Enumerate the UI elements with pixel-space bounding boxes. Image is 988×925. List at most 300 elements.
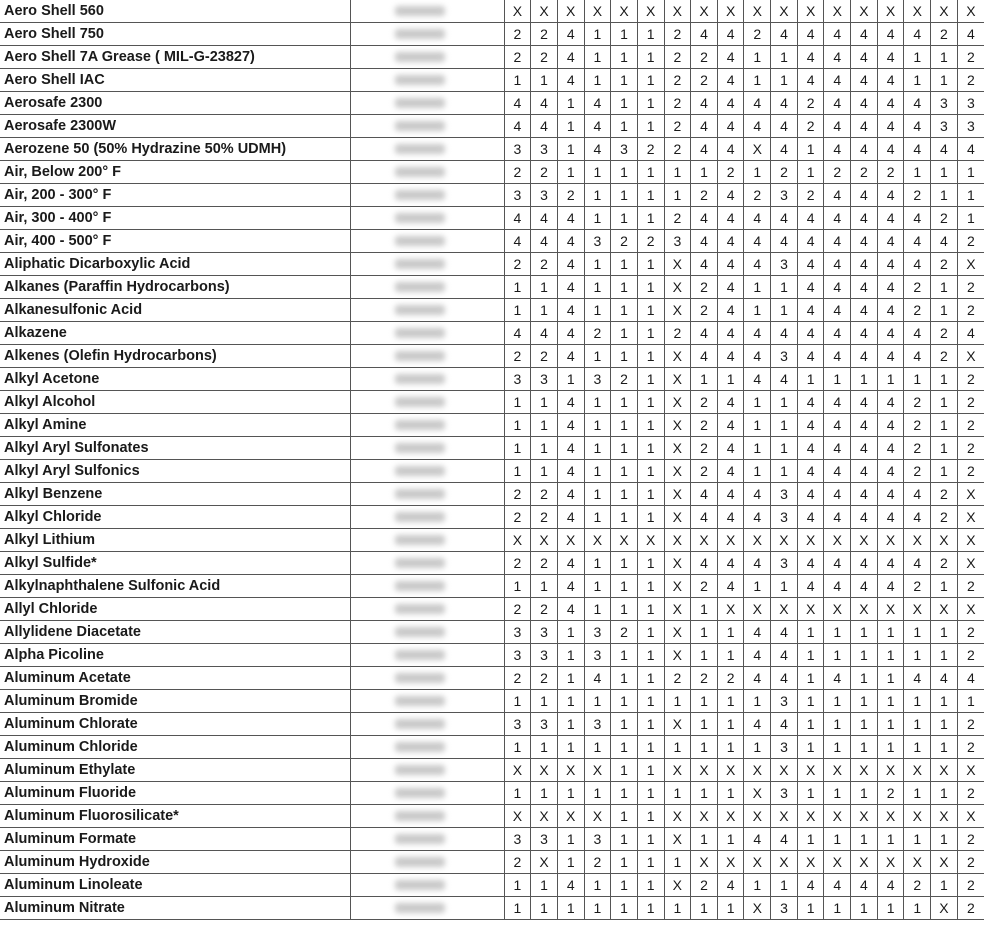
rating-cell: X (797, 0, 824, 23)
rating-cell: 4 (877, 184, 904, 207)
rating-cell: 4 (877, 322, 904, 345)
rating-cell: X (637, 0, 664, 23)
rating-cell: 2 (691, 69, 718, 92)
rating-cell: 4 (931, 230, 958, 253)
rating-cell: X (957, 483, 984, 506)
redacted-code-blur (395, 328, 445, 338)
rating-cell: 3 (771, 782, 798, 805)
rating-cell: 4 (877, 276, 904, 299)
rating-cell: 4 (691, 207, 718, 230)
rating-cell: 1 (531, 575, 558, 598)
rating-cell: 2 (957, 391, 984, 414)
rating-cell: 1 (771, 46, 798, 69)
rating-cell: 4 (797, 437, 824, 460)
chemical-name: Alkyl Acetone (0, 368, 350, 391)
rating-cell: 1 (611, 828, 638, 851)
rating-cell: 4 (851, 460, 878, 483)
rating-cell: X (797, 851, 824, 874)
rating-cell: 2 (664, 23, 691, 46)
rating-cell: 4 (851, 322, 878, 345)
rating-cell: 1 (611, 690, 638, 713)
rating-cell: 1 (744, 161, 771, 184)
rating-cell: 4 (877, 230, 904, 253)
rating-cell: 1 (904, 69, 931, 92)
rating-cell: 2 (957, 437, 984, 460)
redacted-code-blur (395, 420, 445, 430)
rating-cell: 1 (931, 713, 958, 736)
rating-cell: 4 (877, 483, 904, 506)
rating-cell: 4 (717, 345, 744, 368)
rating-cell: 1 (691, 713, 718, 736)
rating-cell: 1 (904, 46, 931, 69)
rating-cell: 4 (557, 414, 584, 437)
rating-cell: 1 (691, 736, 718, 759)
rating-cell: 1 (611, 483, 638, 506)
redacted-code-cell (350, 552, 504, 575)
rating-cell: 2 (744, 184, 771, 207)
rating-cell: 4 (744, 253, 771, 276)
rating-cell: 2 (637, 230, 664, 253)
rating-cell: X (797, 805, 824, 828)
redacted-code-cell (350, 414, 504, 437)
rating-cell: 1 (824, 621, 851, 644)
rating-cell: 1 (637, 92, 664, 115)
rating-cell: X (531, 805, 558, 828)
rating-cell: X (664, 414, 691, 437)
rating-cell: 4 (717, 299, 744, 322)
rating-cell: 1 (637, 161, 664, 184)
rating-cell: 4 (717, 253, 744, 276)
rating-cell: 4 (797, 230, 824, 253)
rating-cell: 1 (691, 828, 718, 851)
rating-cell: 1 (824, 736, 851, 759)
chemical-name: Alkanes (Paraffin Hydrocarbons) (0, 276, 350, 299)
rating-cell: 3 (504, 368, 531, 391)
rating-cell: 4 (824, 437, 851, 460)
redacted-code-blur (395, 489, 445, 499)
rating-cell: 4 (877, 138, 904, 161)
rating-cell: 1 (717, 736, 744, 759)
rating-cell: 4 (797, 299, 824, 322)
rating-cell: 1 (824, 897, 851, 920)
rating-cell: 4 (744, 644, 771, 667)
rating-cell: X (744, 138, 771, 161)
chemical-name: Aluminum Bromide (0, 690, 350, 713)
rating-cell: X (744, 598, 771, 621)
rating-cell: 4 (931, 667, 958, 690)
rating-cell: 1 (797, 138, 824, 161)
rating-cell: X (664, 391, 691, 414)
chemical-name: Aero Shell IAC (0, 69, 350, 92)
rating-cell: 2 (957, 897, 984, 920)
rating-cell: X (851, 529, 878, 552)
rating-cell: 1 (771, 276, 798, 299)
rating-cell: 4 (717, 92, 744, 115)
rating-cell: 4 (851, 506, 878, 529)
rating-cell: 1 (824, 713, 851, 736)
rating-cell: 1 (931, 161, 958, 184)
rating-cell: 1 (904, 782, 931, 805)
rating-cell: X (611, 529, 638, 552)
redacted-code-cell (350, 529, 504, 552)
rating-cell: 1 (691, 368, 718, 391)
rating-cell: X (931, 805, 958, 828)
rating-cell: 4 (744, 713, 771, 736)
rating-cell: X (557, 0, 584, 23)
rating-cell: 1 (637, 437, 664, 460)
redacted-code-cell (350, 736, 504, 759)
rating-cell: 2 (931, 345, 958, 368)
rating-cell: X (557, 529, 584, 552)
rating-cell: 1 (637, 391, 664, 414)
rating-cell: 1 (744, 391, 771, 414)
rating-cell: 4 (797, 46, 824, 69)
rating-cell: 1 (931, 690, 958, 713)
rating-cell: 4 (904, 230, 931, 253)
rating-cell: 4 (771, 230, 798, 253)
rating-cell: 1 (877, 667, 904, 690)
table-row (0, 621, 984, 644)
rating-cell: 1 (584, 690, 611, 713)
table-row (0, 138, 984, 161)
rating-cell: 4 (824, 391, 851, 414)
rating-cell: 3 (611, 138, 638, 161)
redacted-code-blur (395, 604, 445, 614)
rating-cell: 4 (691, 506, 718, 529)
rating-cell: X (717, 805, 744, 828)
table-row (0, 69, 984, 92)
redacted-code-cell (350, 851, 504, 874)
rating-cell: 2 (931, 506, 958, 529)
rating-cell: 4 (851, 575, 878, 598)
rating-cell: 4 (584, 667, 611, 690)
rating-cell: 2 (664, 322, 691, 345)
redacted-code-cell (350, 713, 504, 736)
rating-cell: 4 (717, 874, 744, 897)
redacted-code-blur (395, 535, 445, 545)
redacted-code-cell (350, 598, 504, 621)
rating-cell: 1 (637, 276, 664, 299)
rating-cell: 1 (637, 782, 664, 805)
rating-cell: 4 (904, 322, 931, 345)
rating-cell: 1 (557, 782, 584, 805)
rating-cell: 3 (584, 230, 611, 253)
rating-cell: X (691, 0, 718, 23)
rating-cell: X (824, 805, 851, 828)
rating-cell: 2 (957, 46, 984, 69)
rating-cell: 1 (531, 874, 558, 897)
rating-cell: 4 (717, 230, 744, 253)
redacted-code-blur (395, 696, 445, 706)
table-row (0, 759, 984, 782)
rating-cell: 4 (691, 483, 718, 506)
rating-cell: 4 (744, 828, 771, 851)
redacted-code-cell (350, 506, 504, 529)
redacted-code-blur (395, 121, 445, 131)
table-row (0, 828, 984, 851)
rating-cell: 1 (904, 368, 931, 391)
rating-cell: X (504, 0, 531, 23)
rating-cell: 4 (717, 414, 744, 437)
redacted-code-cell (350, 138, 504, 161)
rating-cell: 4 (824, 460, 851, 483)
rating-cell: X (824, 0, 851, 23)
rating-cell: 4 (717, 138, 744, 161)
redacted-code-cell (350, 115, 504, 138)
rating-cell: 4 (797, 391, 824, 414)
chemical-name: Allyl Chloride (0, 598, 350, 621)
rating-cell: 1 (611, 667, 638, 690)
rating-cell: 4 (851, 874, 878, 897)
rating-cell: 1 (504, 414, 531, 437)
rating-cell: 1 (611, 322, 638, 345)
rating-cell: 1 (824, 782, 851, 805)
rating-cell: 1 (717, 644, 744, 667)
rating-cell: 4 (877, 115, 904, 138)
rating-cell: 4 (557, 46, 584, 69)
rating-cell: 4 (691, 230, 718, 253)
rating-cell: 4 (824, 46, 851, 69)
rating-cell: 4 (851, 414, 878, 437)
rating-cell: 3 (931, 92, 958, 115)
rating-cell: 2 (877, 782, 904, 805)
rating-cell: 4 (557, 230, 584, 253)
rating-cell: X (717, 529, 744, 552)
rating-cell: 1 (531, 782, 558, 805)
rating-cell: 1 (931, 736, 958, 759)
rating-cell: 1 (611, 782, 638, 805)
rating-cell: 1 (611, 161, 638, 184)
rating-cell: 1 (771, 391, 798, 414)
rating-cell: 1 (504, 437, 531, 460)
redacted-code-cell (350, 897, 504, 920)
rating-cell: 2 (664, 115, 691, 138)
rating-cell: X (717, 598, 744, 621)
rating-cell: 1 (931, 46, 958, 69)
rating-cell: X (877, 759, 904, 782)
chemical-name: Air, 200 - 300° F (0, 184, 350, 207)
rating-cell: 2 (504, 345, 531, 368)
redacted-code-cell (350, 782, 504, 805)
rating-cell: 4 (824, 575, 851, 598)
rating-cell: 4 (877, 460, 904, 483)
rating-cell: 4 (824, 230, 851, 253)
chemical-name: Aerosafe 2300 (0, 92, 350, 115)
rating-cell: 2 (664, 207, 691, 230)
rating-cell: 1 (611, 115, 638, 138)
redacted-code-cell (350, 667, 504, 690)
chemical-name: Aluminum Linoleate (0, 874, 350, 897)
rating-cell: 4 (531, 230, 558, 253)
rating-cell: 4 (851, 483, 878, 506)
chemical-name: Alkyl Chloride (0, 506, 350, 529)
rating-cell: 1 (957, 690, 984, 713)
rating-cell: 2 (557, 184, 584, 207)
rating-cell: 1 (771, 414, 798, 437)
rating-cell: 4 (904, 253, 931, 276)
redacted-code-cell (350, 253, 504, 276)
rating-cell: 1 (771, 299, 798, 322)
rating-cell: 1 (531, 690, 558, 713)
rating-cell: 1 (611, 92, 638, 115)
rating-cell: 1 (584, 414, 611, 437)
rating-cell: 1 (664, 161, 691, 184)
rating-cell: 1 (531, 276, 558, 299)
rating-cell: 4 (691, 23, 718, 46)
rating-cell: 4 (717, 460, 744, 483)
rating-cell: X (664, 506, 691, 529)
rating-cell: 4 (824, 506, 851, 529)
rating-cell: 1 (504, 782, 531, 805)
rating-cell: 1 (851, 897, 878, 920)
rating-cell: X (691, 529, 718, 552)
table-row (0, 575, 984, 598)
rating-cell: 2 (504, 552, 531, 575)
rating-cell: 3 (771, 736, 798, 759)
table-row (0, 345, 984, 368)
rating-cell: 4 (824, 552, 851, 575)
rating-cell: 1 (584, 23, 611, 46)
rating-cell: 1 (557, 621, 584, 644)
rating-cell: 3 (584, 713, 611, 736)
rating-cell: 4 (557, 299, 584, 322)
redacted-code-cell (350, 437, 504, 460)
rating-cell: 2 (957, 851, 984, 874)
chemical-name: Aluminum Fluoride (0, 782, 350, 805)
rating-cell: 3 (957, 115, 984, 138)
rating-cell: 1 (931, 276, 958, 299)
rating-cell: 1 (611, 506, 638, 529)
rating-cell: 2 (904, 874, 931, 897)
rating-cell: 1 (824, 690, 851, 713)
rating-cell: X (824, 529, 851, 552)
redacted-code-blur (395, 29, 445, 39)
rating-cell: 4 (877, 92, 904, 115)
rating-cell: 3 (931, 115, 958, 138)
rating-cell: 1 (797, 690, 824, 713)
rating-cell: 1 (717, 828, 744, 851)
rating-cell: 4 (851, 276, 878, 299)
rating-cell: X (957, 345, 984, 368)
rating-cell: X (851, 0, 878, 23)
table-row (0, 437, 984, 460)
rating-cell: 3 (771, 184, 798, 207)
rating-cell: 1 (584, 184, 611, 207)
rating-cell: X (664, 276, 691, 299)
chemical-name: Aluminum Ethylate (0, 759, 350, 782)
rating-cell: 1 (611, 253, 638, 276)
rating-cell: 1 (664, 897, 691, 920)
rating-cell: 1 (957, 184, 984, 207)
rating-cell: 1 (611, 575, 638, 598)
rating-cell: 4 (851, 345, 878, 368)
rating-cell: 2 (904, 184, 931, 207)
table-row (0, 644, 984, 667)
chemical-name: Alkanesulfonic Acid (0, 299, 350, 322)
rating-cell: 4 (824, 23, 851, 46)
redacted-code-blur (395, 512, 445, 522)
rating-cell: 3 (531, 184, 558, 207)
rating-cell: 1 (611, 713, 638, 736)
rating-cell: 4 (877, 345, 904, 368)
rating-cell: 2 (957, 69, 984, 92)
rating-cell: 1 (637, 506, 664, 529)
rating-cell: X (877, 851, 904, 874)
rating-cell: 2 (531, 253, 558, 276)
rating-cell: 4 (771, 644, 798, 667)
rating-cell: X (957, 598, 984, 621)
rating-cell: 4 (957, 322, 984, 345)
redacted-code-cell (350, 46, 504, 69)
chemical-name: Alkyl Aryl Sulfonics (0, 460, 350, 483)
rating-cell: 2 (957, 368, 984, 391)
rating-cell: 4 (851, 92, 878, 115)
table-row (0, 598, 984, 621)
rating-cell: 1 (611, 437, 638, 460)
rating-cell: X (531, 0, 558, 23)
rating-cell: 4 (744, 92, 771, 115)
rating-cell: 4 (531, 322, 558, 345)
redacted-code-blur (395, 788, 445, 798)
rating-cell: 4 (771, 23, 798, 46)
rating-cell: 4 (957, 138, 984, 161)
redacted-code-cell (350, 644, 504, 667)
rating-cell: 1 (504, 391, 531, 414)
rating-cell: 1 (504, 575, 531, 598)
rating-cell: 4 (877, 437, 904, 460)
rating-cell: X (797, 598, 824, 621)
redacted-code-cell (350, 460, 504, 483)
rating-cell: X (771, 0, 798, 23)
rating-cell: 1 (611, 276, 638, 299)
rating-cell: 1 (557, 828, 584, 851)
rating-cell: 1 (637, 207, 664, 230)
rating-cell: X (957, 805, 984, 828)
rating-cell: 1 (691, 621, 718, 644)
rating-cell: 4 (824, 322, 851, 345)
redacted-code-cell (350, 368, 504, 391)
table-row (0, 690, 984, 713)
table-row (0, 115, 984, 138)
table-row (0, 0, 984, 23)
rating-cell: 1 (797, 897, 824, 920)
rating-cell: 1 (637, 667, 664, 690)
rating-cell: 4 (557, 598, 584, 621)
rating-cell: 1 (611, 207, 638, 230)
rating-cell: X (664, 299, 691, 322)
rating-cell: 2 (504, 46, 531, 69)
rating-cell: 3 (531, 828, 558, 851)
rating-cell: X (557, 805, 584, 828)
rating-cell: 1 (531, 460, 558, 483)
rating-cell: 4 (531, 92, 558, 115)
rating-cell: 4 (877, 299, 904, 322)
rating-cell: 1 (637, 322, 664, 345)
rating-cell: 1 (877, 713, 904, 736)
rating-cell: 2 (504, 23, 531, 46)
rating-cell: 2 (691, 184, 718, 207)
table-row (0, 874, 984, 897)
rating-cell: X (904, 759, 931, 782)
redacted-code-cell (350, 575, 504, 598)
rating-cell: X (957, 0, 984, 23)
rating-cell: 2 (504, 667, 531, 690)
rating-cell: 1 (691, 161, 718, 184)
rating-cell: 1 (744, 460, 771, 483)
redacted-code-blur (395, 351, 445, 361)
rating-cell: 1 (637, 23, 664, 46)
table-row (0, 713, 984, 736)
